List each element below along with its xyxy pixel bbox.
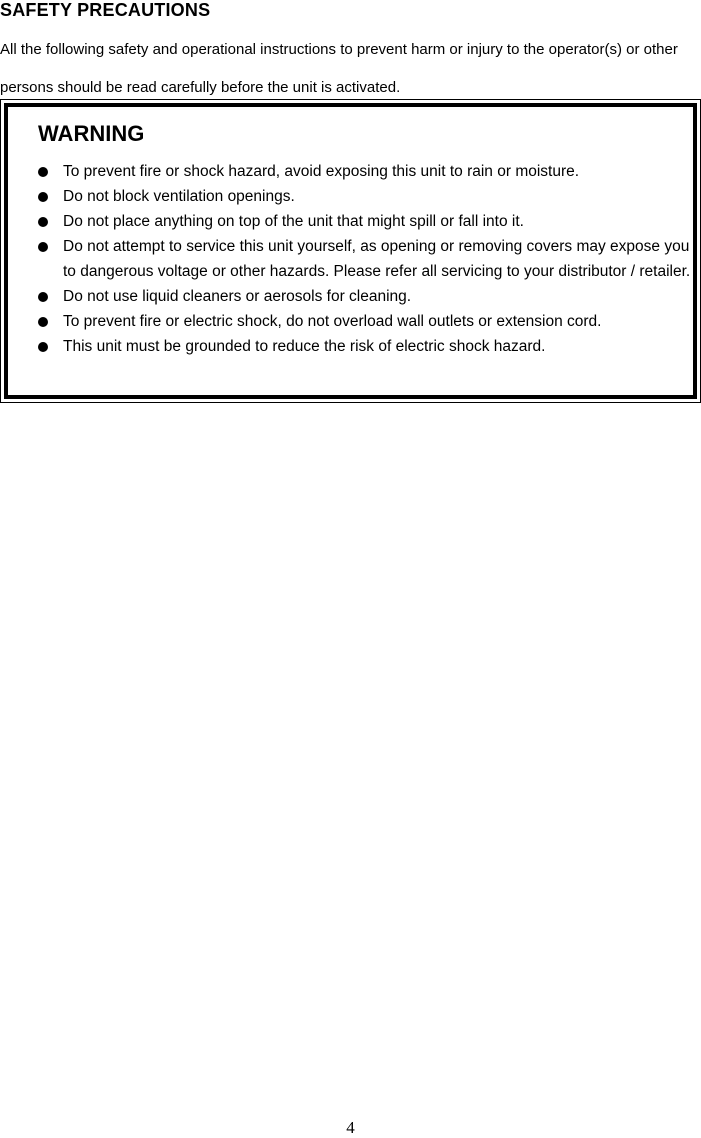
warning-item xyxy=(33,284,693,309)
warning-item-text: To prevent fire or shock hazard, avoid exposing this unit to rain or moisture. xyxy=(63,163,580,180)
warning-item xyxy=(33,159,693,184)
warning-list xyxy=(33,159,693,359)
bullet-icon xyxy=(38,342,48,352)
warning-item-text: Do not block ventilation openings. xyxy=(63,188,295,205)
bullet-icon xyxy=(38,317,48,327)
warning-item xyxy=(33,234,693,284)
bullet-icon xyxy=(38,292,48,302)
warning-item xyxy=(33,334,693,359)
warning-box xyxy=(0,99,701,403)
warning-item-text: To prevent fire or electric shock, do not overload wall outlets or extension cord. xyxy=(63,313,602,330)
bullet-icon xyxy=(38,242,48,252)
intro-paragraph: All the following safety and operational instructions to prevent harm or injury to the operator(s) or other persons should be read carefully before the unit is activated. xyxy=(0,41,678,96)
warning-box-inner-border xyxy=(4,103,697,399)
bullet-icon xyxy=(38,192,48,202)
warning-item xyxy=(33,309,693,334)
bullet-icon xyxy=(38,217,48,227)
page-number: 4 xyxy=(346,1118,355,1137)
warning-item-text: Do not place anything on top of the unit that might spill or fall into it. xyxy=(63,213,524,230)
warning-item xyxy=(33,184,693,209)
warning-item xyxy=(33,209,693,234)
warning-item-text: Do not attempt to service this unit yourself, as opening or removing covers may expose you to dangerous voltage or other hazards. Please refer all servicing to your distributor / retailer. xyxy=(63,238,691,280)
warning-item-text: This unit must be grounded to reduce the risk of electric shock hazard. xyxy=(63,338,546,355)
bullet-icon xyxy=(38,167,48,177)
page-heading: SAFETY PRECAUTIONS xyxy=(0,0,211,20)
warning-title: WARNING xyxy=(38,121,145,146)
warning-item-text: Do not use liquid cleaners or aerosols for cleaning. xyxy=(63,288,412,305)
